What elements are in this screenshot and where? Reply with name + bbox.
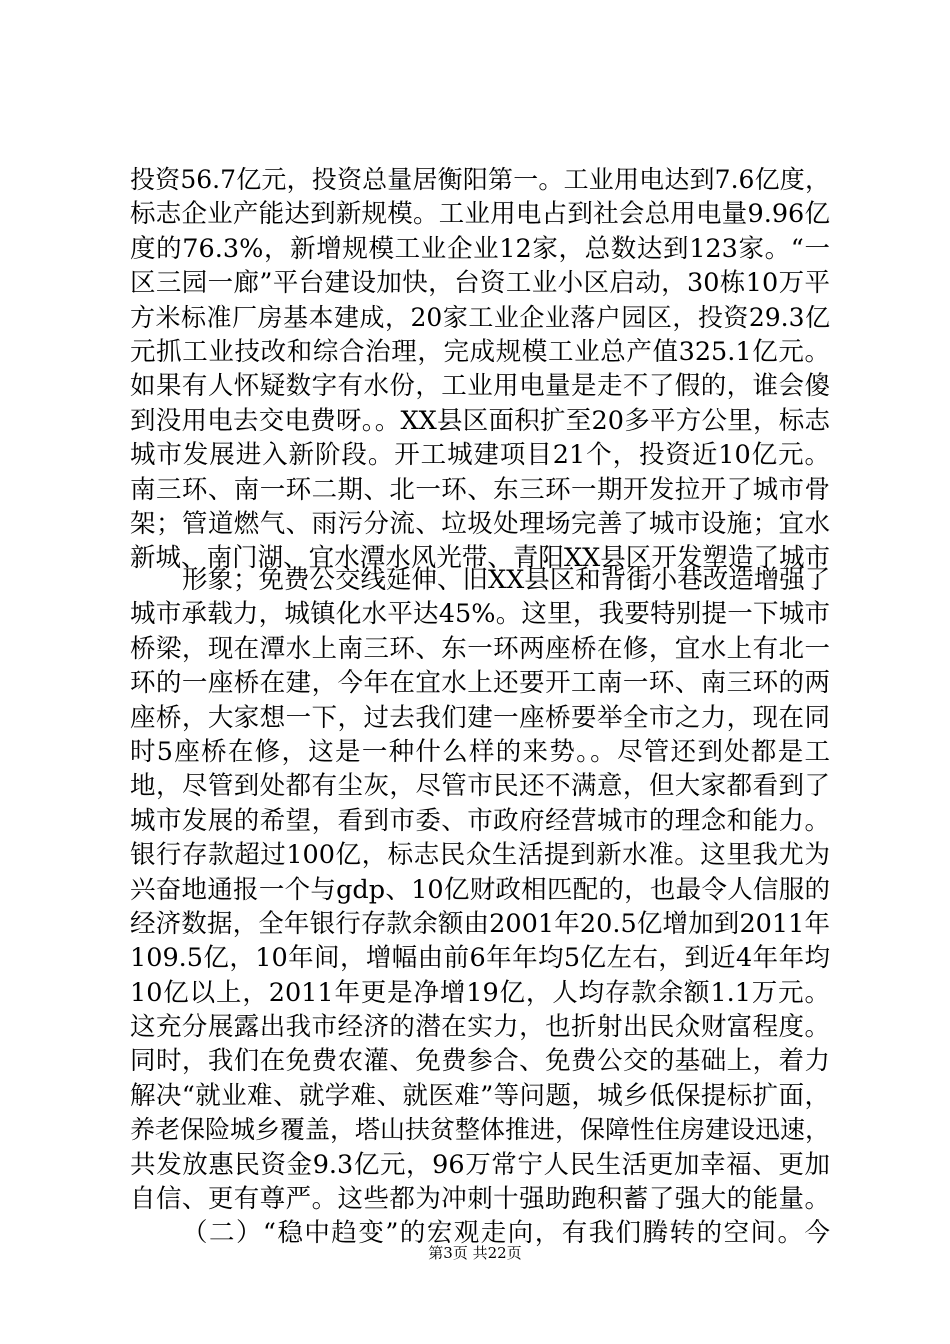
text-line: 城市发展进入新阶段。开工城建项目21个，投资近10亿元。: [130, 440, 830, 471]
text-line: 银行存款超过100亿，标志民众生活提到新水准。这里我尤为: [130, 840, 830, 871]
text-line: 度的76.3%，新增规模工业企业12家，总数达到123家。“一: [130, 233, 830, 264]
text-line: 解决“就业难、就学难、就医难”等问题，城乡低保提标扩面，: [130, 1080, 830, 1111]
text-line: 如果有人怀疑数字有水份，工业用电量是走不了假的，谁会傻: [130, 371, 830, 402]
page-footer: 第3页 共22页: [428, 1244, 522, 1262]
text-line: 方米标准厂房基本建成，20家工业企业落户园区，投资29.3亿: [130, 302, 830, 332]
text-line: 环的一座桥在建，今年在宜水上还要开工南一环、南三环的两: [130, 668, 830, 699]
text-line: 共发放惠民资金9.3亿元，96万常宁人民生活更加幸福、更加: [130, 1149, 830, 1180]
text-line-indented: 形象；免费公交线延伸、旧XX县区和背街小巷改造增强了: [182, 565, 830, 595]
text-line: 座桥，大家想一下，过去我们建一座桥要举全市之力，现在同: [130, 702, 830, 733]
text-line: 桥梁，现在潭水上南三环、东一环两座桥在修，宜水上有北一: [130, 633, 830, 664]
text-line: 109.5亿，10年间，增幅由前6年年均5亿左右，到近4年年均: [130, 943, 830, 974]
text-line: 标志企业产能达到新规模。工业用电占到社会总用电量9.96亿: [130, 199, 830, 230]
text-line: 架；管道燃气、雨污分流、垃圾处理场完善了城市设施；宜水: [130, 508, 830, 539]
text-line: 区三园一廊”平台建设加快，台资工业小区启动，30栋10万平: [130, 268, 830, 299]
text-line: 经济数据，全年银行存款余额由2001年20.5亿增加到2011年: [130, 908, 830, 939]
text-line: 元抓工业技改和综合治理，完成规模工业总产值325.1亿元。: [130, 336, 830, 367]
text-line: 城市发展的希望，看到市委、市政府经营城市的理念和能力。: [130, 805, 830, 836]
text-line: 到没用电去交电费呀。。XX县区面积扩至20多平方公里，标志: [130, 405, 830, 436]
text-line: 时5座桥在修，这是一种什么样的来势。。尽管还到处都是工: [130, 736, 830, 767]
text-line: 城市承载力，城镇化水平达45%。这里，我要特别提一下城市: [130, 599, 830, 630]
text-line: 新城、南门湖、宜水潭水风光带、青阳XX县区开发塑造了城市: [130, 543, 830, 574]
text-line: 地，尽管到处都有尘灰，尽管市民还不满意，但大家都看到了: [130, 771, 830, 802]
text-line-indented: （二）“稳中趋变”的宏观走向，有我们腾转的空间。今: [182, 1218, 830, 1249]
text-line: 这充分展露出我市经济的潜在实力，也折射出民众财富程度。: [130, 1012, 830, 1043]
text-line: 自信、更有尊严。这些都为冲刺十强助跑积蓄了强大的能量。: [130, 1184, 830, 1215]
text-line: 同时，我们在免费农灌、免费参合、免费公交的基础上，着力: [130, 1046, 830, 1077]
text-line: 投资56.7亿元，投资总量居衡阳第一。工业用电达到7.6亿度，: [130, 165, 830, 194]
text-line: 兴奋地通报一个与gdp、10亿财政相匹配的，也最令人信服的: [130, 874, 830, 905]
paragraph-2: [130, 563, 830, 1251]
paragraph-1: [130, 163, 830, 576]
text-line: 南三环、南一环二期、北一环、东三环一期开发拉开了城市骨: [130, 474, 830, 505]
text-line: 养老保险城乡覆盖，塔山扶贫整体推进，保障性住房建设迅速，: [130, 1115, 830, 1145]
text-line: 10亿以上，2011年更是净增19亿，人均存款余额1.1万元。: [130, 977, 830, 1008]
